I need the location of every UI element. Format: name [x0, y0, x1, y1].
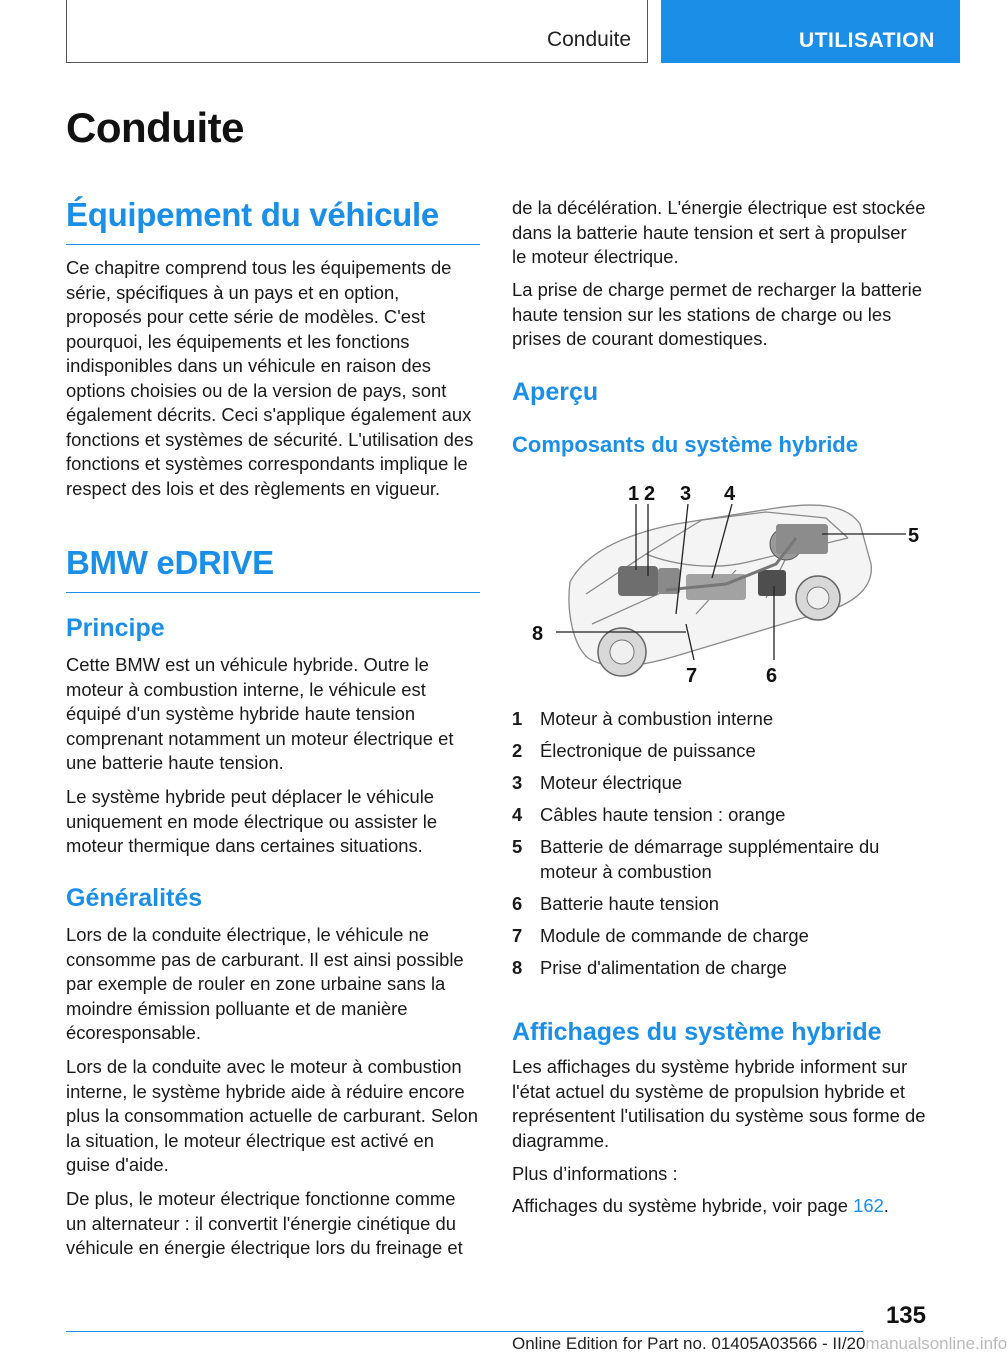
- legend-item: 2 Électronique de puissance: [512, 740, 756, 761]
- legend-item: 5 Batterie de démarrage supplémentaire du moteur à combustion: [512, 836, 880, 882]
- heading-equipement: Équipement du véhicule: [66, 196, 480, 245]
- header-section-title: Conduite: [546, 28, 631, 51]
- engine-block-icon: [618, 566, 658, 596]
- header-chapter-tab[interactable]: UTILISATION: [661, 0, 960, 63]
- paragraph-principe-1: Cette BMW est un véhicule hybride. Outre le moteur à combustion interne, le véhicule est équipé d'un système hybride haute tension comprenant notamment un moteur électrique et une batterie haute tension.: [66, 654, 454, 773]
- legend-item: 3 Moteur électrique: [512, 772, 683, 793]
- legend-item: 8 Prise d'alimentation de charge: [512, 956, 787, 978]
- legend-item: 7 Module de commande de charge: [512, 924, 809, 946]
- paragraph-principe-2: Le système hybride peut déplacer le véhicule uniquement en mode électrique ou assister le moteur thermique dans certaines situations.: [66, 786, 438, 856]
- figure-label-2: 2: [644, 483, 656, 505]
- paragraph-generalites-2: Lors de la conduite avec le moteur à combustion interne, le système hybride aide à réduire encore plus la consommation actuelle de carburant. Selon la situation, le moteur électrique est activé en guise d'aide.: [66, 1056, 478, 1175]
- legend-item: 1 Moteur à combustion interne: [512, 708, 774, 729]
- component-legend: [512, 707, 926, 980]
- figure-label-5: 5: [908, 525, 920, 547]
- footer-watermark: manualsonline.info: [865, 1334, 1007, 1353]
- heading-affichages: Affichages du système hybride: [512, 1018, 882, 1046]
- paragraph-continued-2: La prise de charge permet de recharger la batterie haute tension sur les stations de charge ou les prises de courant domestiques.: [512, 279, 922, 349]
- heading-composants: Composants du système hybride: [512, 432, 858, 457]
- wheel-front-icon: [598, 628, 646, 676]
- paragraph-affichages-3: Affichages du système hybride, voir page 162.: [512, 1195, 889, 1216]
- wheel-rear-icon: [796, 576, 840, 620]
- figure-label-1: 1: [628, 483, 640, 505]
- page-number: 135: [885, 1302, 926, 1329]
- heading-apercu: Aperçu: [512, 378, 599, 406]
- figure-label-6: 6: [766, 665, 778, 687]
- legend-item: 4 Câbles haute tension : orange: [512, 804, 786, 825]
- legend-item: 6 Batterie haute tension: [512, 892, 719, 914]
- heading-bmw-edrive: BMW eDRIVE: [66, 544, 480, 593]
- hybrid-car-illustration: [526, 474, 926, 694]
- heading-generalites: Généralités: [66, 884, 203, 912]
- paragraph-affichages-2: Plus d’informations :: [512, 1163, 678, 1184]
- paragraph-generalites-3: De plus, le moteur électrique fonctionne comme un alternateur : il convertit l'énergie cinétique du véhicule en énergie électrique lors du freinage et: [66, 1188, 463, 1258]
- footer-edition: Online Edition for Part no. 01405A03566 - II/20manualsonline.info: [512, 1334, 1007, 1353]
- paragraph-affichages-1: Les affichages du système hybride informent sur l'état actuel du système de propulsion hybride et représentent l'utilisation du système sous forme de diagramme.: [512, 1056, 926, 1151]
- figure-label-3: 3: [680, 483, 692, 505]
- paragraph-generalites-1: Lors de la conduite électrique, le véhicule ne consomme pas de carburant. Il est ainsi possible par exemple de rouler en zone urbaine sans la moindre émission polluante et de manière écoresponsable.: [66, 924, 464, 1043]
- heading-principe: Principe: [66, 614, 165, 642]
- paragraph-continued-1: de la décélération. L'énergie électrique est stockée dans la batterie haute tension et sert à propulser le moteur électrique.: [512, 197, 926, 267]
- figure-label-7: 7: [686, 665, 698, 687]
- page-title: Conduite: [66, 104, 244, 151]
- paragraph-equipement: Ce chapitre comprend tous les équipements de série, spécifiques à un pays et en option, proposés pour cette série de modèles. C'est pourquoi, les équipements et les fonctions indisponibles dans un véhicule en raison des options choisies ou de la version de pays, sont également décrits. Ceci s'applique également aux fonctions et systèmes de sécurité. L'utilisation des fonctions et systèmes correspondants implique le respect des lois et des règlements en vigueur.: [66, 257, 474, 499]
- header-section-box: [66, 0, 648, 63]
- figure-label-4: 4: [724, 483, 736, 505]
- figure-label-8: 8: [532, 623, 544, 645]
- page-reference-link[interactable]: 162: [853, 1195, 884, 1216]
- rear-battery-icon: [776, 524, 828, 554]
- footer-divider: [66, 1331, 863, 1332]
- high-voltage-battery-icon: [758, 570, 786, 596]
